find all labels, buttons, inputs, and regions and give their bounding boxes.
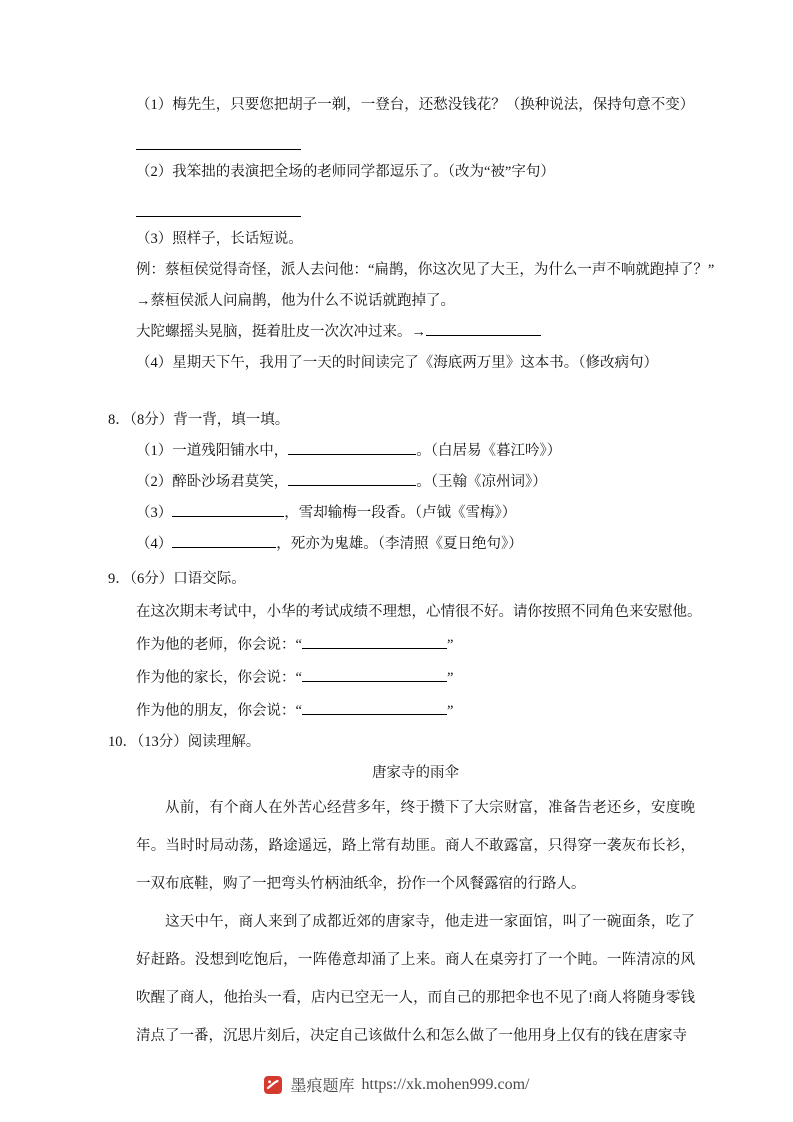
role-pre-text: 作为他的朋友，你会说：“: [136, 703, 302, 719]
q7-item-2: （2）我笨拙的表演把全场的老师同学都逗乐了。（改为“被”字句）: [136, 164, 555, 180]
q8-fill-item-2: [136, 467, 695, 498]
q7-item-1: （1）梅先生，只要您把胡子一剃，一登台，还愁没钱花？（换种说法，保持句意不变）: [136, 97, 695, 113]
q7-answer-row-1: [136, 121, 695, 157]
answer-blank: [302, 700, 447, 715]
footer-site-name: 墨痕题库: [290, 1078, 355, 1095]
mohen-logo-icon: [263, 1075, 283, 1095]
q7-item-3-task: [136, 317, 695, 348]
answer-blank: [302, 634, 447, 649]
q9-role-item-friend: [136, 696, 695, 727]
reading-passage-title: 唐家寺的雨伞: [372, 765, 459, 781]
role-post-text: ”: [446, 703, 454, 719]
reading-passage-paragraph-1: 从前，有个商人在外苦心经营多年，终于攒下了大宗财富，准备告老还乡，安度晚年。当时时局动荡，路途遥远，路上常有劫匪。商人不敢露富，只得穿一袭灰布长衫，一双布底鞋，购了一把弯头竹柄油纸伞，扮作一个风餐露宿的行路人。: [136, 800, 695, 892]
question-9: [108, 564, 702, 727]
q8-fill-item-1: [136, 436, 695, 467]
q7-answer-row-2: [136, 188, 695, 224]
question-9-header: 9．（6分）口语交际。: [108, 571, 246, 587]
q8-fill-item-3: [136, 498, 695, 529]
q9-intro: 在这次期末考试中，小华的考试成绩不理想，心情很不好。请你按照不同角色来安慰他。: [136, 604, 702, 620]
q7-item-3: （3）照样子，长话短说。: [136, 231, 303, 247]
question-8-header: 8．（8分）背一背，填一填。: [108, 412, 290, 428]
reading-passage-paragraph-2: 这天中午，商人来到了成都近郊的唐家寺，他走进一家面馆，叫了一碗面条，吃了好赶路。没想到吃饱后，一阵倦意却涌了上来。商人在桌旁打了一个盹。一阵清凉的风吹醒了商人，他抬头一看，店内已空无一人，而自己的那把伞也不见了!商人将随身零钱清点了一番，沉思片刻后，决定自己该做什么和怎么做了一他用身上仅有的钱在唐家寺: [136, 914, 695, 1044]
fill-pre-text: （2）醉卧沙场君莫笑，: [136, 474, 289, 490]
question-10: [108, 727, 695, 1055]
answer-blank: [136, 202, 301, 217]
q7-item-3-example: 例：蔡桓侯觉得奇怪，派人去问他：“扁鹊，你这次见了大王，为什么一声不响就跑掉了？”: [136, 262, 715, 278]
fill-pre-text: （1）一道残阳铺水中，: [136, 443, 289, 459]
question-7-continued: [108, 90, 715, 379]
q7-item-4: （4）星期天下午，我用了一天的时间读完了《海底两万里》这本书。（修改病句）: [136, 355, 658, 371]
question-8: [108, 405, 695, 560]
fill-post-text: 。（王翰《凉州词》）: [416, 474, 547, 490]
role-post-text: ”: [446, 670, 454, 686]
role-pre-text: 作为他的家长，你会说：“: [136, 670, 302, 686]
answer-blank: [426, 321, 541, 336]
q9-role-item-parent: [136, 663, 695, 694]
role-pre-text: 作为他的老师，你会说：“: [136, 637, 302, 653]
fill-pre-text: （3）: [136, 505, 173, 521]
fill-post-text: 。（白居易《暮江吟》）: [416, 443, 562, 459]
footer: [0, 1073, 793, 1096]
q8-fill-item-4: [136, 529, 695, 560]
answer-blank: [172, 502, 284, 517]
answer-blank: [288, 471, 416, 486]
q9-role-item-teacher: [136, 630, 695, 661]
role-post-text: ”: [446, 637, 454, 653]
fill-pre-text: （4）: [136, 536, 173, 552]
question-10-header: 10．（13分）阅读理解。: [108, 734, 261, 750]
answer-blank: [288, 440, 416, 455]
footer-site-url[interactable]: https://xk.mohen999.com/: [361, 1075, 530, 1093]
answer-blank: [172, 533, 276, 548]
q7-item-3-task-text: 大陀螺摇头晃脑，挺着肚皮一次次冲过来。→: [136, 324, 426, 340]
answer-blank: [302, 667, 447, 682]
q7-item-3-example-answer: →蔡桓侯派人问扁鹊，他为什么不说话就跑掉了。: [136, 293, 455, 309]
fill-post-text: ，死亦为鬼雄。（李清照《夏日绝句》）: [276, 536, 523, 552]
fill-post-text: ，雪却输梅一段香。（卢钺《雪梅》）: [284, 505, 517, 521]
answer-blank: [136, 135, 301, 150]
